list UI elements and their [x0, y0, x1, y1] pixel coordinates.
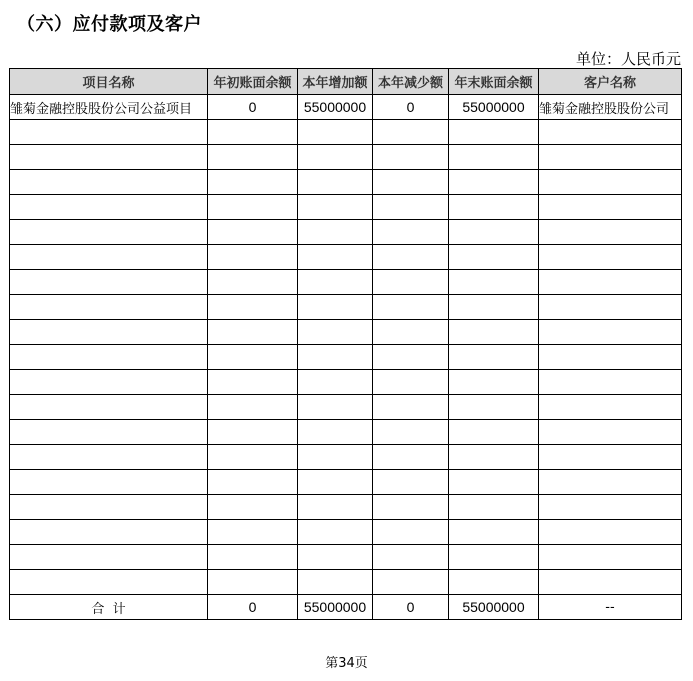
customer-name-cell — [539, 245, 682, 270]
opening-balance-cell — [208, 220, 298, 245]
customer-name-cell — [539, 270, 682, 295]
decrease-cell — [373, 370, 449, 395]
opening-balance-cell — [208, 320, 298, 345]
decrease-cell — [373, 170, 449, 195]
customer-name-cell — [539, 420, 682, 445]
opening-balance-cell — [208, 170, 298, 195]
payables-table — [9, 68, 682, 620]
closing-balance-cell — [449, 370, 539, 395]
closing-balance-cell — [449, 345, 539, 370]
opening-balance-cell — [208, 445, 298, 470]
table-row — [10, 570, 682, 595]
table-row — [10, 295, 682, 320]
decrease-cell — [373, 395, 449, 420]
customer-name-cell — [539, 445, 682, 470]
customer-name-cell — [539, 145, 682, 170]
opening-balance-cell — [208, 370, 298, 395]
opening-balance-cell — [208, 420, 298, 445]
opening-balance-cell — [208, 570, 298, 595]
table-row — [10, 95, 682, 120]
closing-balance-cell — [449, 395, 539, 420]
decrease-cell — [373, 420, 449, 445]
opening-balance-cell — [208, 120, 298, 145]
opening-balance-cell — [208, 295, 298, 320]
total-customer-name: -- — [539, 595, 682, 620]
item-name-cell — [10, 370, 208, 395]
table-row — [10, 270, 682, 295]
header-closing-balance: 年末账面余额 — [449, 69, 539, 95]
table-row — [10, 320, 682, 345]
decrease-cell — [373, 470, 449, 495]
increase-cell — [298, 445, 373, 470]
item-name-cell — [10, 245, 208, 270]
page-number: 第34页 — [325, 656, 368, 671]
item-name-cell — [10, 445, 208, 470]
closing-balance-cell — [449, 170, 539, 195]
table-row — [10, 170, 682, 195]
decrease-cell — [373, 445, 449, 470]
item-name-cell — [10, 520, 208, 545]
increase-cell — [298, 420, 373, 445]
customer-name-cell — [539, 170, 682, 195]
item-name-cell — [10, 470, 208, 495]
increase-cell — [298, 520, 373, 545]
opening-balance-cell — [208, 395, 298, 420]
item-name-cell — [10, 570, 208, 595]
decrease-cell — [373, 545, 449, 570]
closing-balance-cell — [449, 570, 539, 595]
customer-name-cell — [539, 520, 682, 545]
total-row — [10, 595, 682, 620]
item-name-cell — [10, 295, 208, 320]
decrease-cell — [373, 270, 449, 295]
closing-balance-cell — [449, 320, 539, 345]
closing-balance-cell — [449, 545, 539, 570]
decrease-cell — [373, 570, 449, 595]
decrease-cell — [373, 145, 449, 170]
decrease-cell — [373, 220, 449, 245]
closing-balance-cell — [449, 295, 539, 320]
decrease-cell: 0 — [373, 95, 449, 120]
closing-balance-cell — [449, 495, 539, 520]
opening-balance-cell — [208, 270, 298, 295]
increase-cell — [298, 545, 373, 570]
decrease-cell — [373, 295, 449, 320]
table-row — [10, 470, 682, 495]
customer-name-cell — [539, 370, 682, 395]
table-row — [10, 145, 682, 170]
customer-name-cell — [539, 395, 682, 420]
customer-name-cell — [539, 220, 682, 245]
closing-balance-cell — [449, 445, 539, 470]
closing-balance-cell — [449, 245, 539, 270]
increase-cell — [298, 370, 373, 395]
increase-cell: 55000000 — [298, 95, 373, 120]
decrease-cell — [373, 320, 449, 345]
table-row — [10, 195, 682, 220]
customer-name-cell — [539, 295, 682, 320]
decrease-cell — [373, 245, 449, 270]
decrease-cell — [373, 520, 449, 545]
decrease-cell — [373, 195, 449, 220]
table-row — [10, 395, 682, 420]
table-row — [10, 495, 682, 520]
table-row — [10, 120, 682, 145]
opening-balance-cell — [208, 345, 298, 370]
total-opening-balance: 0 — [208, 595, 298, 620]
table-row — [10, 520, 682, 545]
increase-cell — [298, 470, 373, 495]
customer-name-cell — [539, 470, 682, 495]
closing-balance-cell — [449, 520, 539, 545]
item-name-cell — [10, 145, 208, 170]
decrease-cell — [373, 495, 449, 520]
increase-cell — [298, 170, 373, 195]
header-item-name: 项目名称 — [10, 69, 208, 95]
increase-cell — [298, 345, 373, 370]
customer-name-cell — [539, 570, 682, 595]
increase-cell — [298, 395, 373, 420]
increase-cell — [298, 270, 373, 295]
increase-cell — [298, 295, 373, 320]
increase-cell — [298, 570, 373, 595]
closing-balance-cell — [449, 470, 539, 495]
increase-cell — [298, 145, 373, 170]
table-body — [10, 95, 682, 620]
customer-name-cell — [539, 120, 682, 145]
header-increase: 本年增加额 — [298, 69, 373, 95]
item-name-cell: 雏菊金融控股股份公司公益项目 — [10, 95, 208, 120]
table-row — [10, 220, 682, 245]
item-name-cell — [10, 270, 208, 295]
item-name-cell — [10, 545, 208, 570]
table-row — [10, 370, 682, 395]
table-row — [10, 445, 682, 470]
decrease-cell — [373, 120, 449, 145]
opening-balance-cell — [208, 520, 298, 545]
total-increase: 55000000 — [298, 595, 373, 620]
increase-cell — [298, 495, 373, 520]
closing-balance-cell — [449, 195, 539, 220]
closing-balance-cell — [449, 120, 539, 145]
increase-cell — [298, 195, 373, 220]
item-name-cell — [10, 395, 208, 420]
customer-name-cell — [539, 195, 682, 220]
total-decrease: 0 — [373, 595, 449, 620]
section-title: （六）应付款项及客户 — [17, 14, 202, 35]
customer-name-cell — [539, 320, 682, 345]
closing-balance-cell — [449, 420, 539, 445]
opening-balance-cell — [208, 195, 298, 220]
item-name-cell — [10, 495, 208, 520]
customer-name-cell: 雏菊金融控股股份公司 — [539, 95, 682, 120]
item-name-cell — [10, 170, 208, 195]
customer-name-cell — [539, 545, 682, 570]
header-decrease: 本年减少额 — [373, 69, 449, 95]
item-name-cell — [10, 345, 208, 370]
unit-label: 单位：人民币元 — [575, 50, 681, 68]
closing-balance-cell — [449, 220, 539, 245]
customer-name-cell — [539, 345, 682, 370]
item-name-cell — [10, 195, 208, 220]
table-row — [10, 545, 682, 570]
opening-balance-cell — [208, 145, 298, 170]
closing-balance-cell: 55000000 — [449, 95, 539, 120]
increase-cell — [298, 320, 373, 345]
closing-balance-cell — [449, 270, 539, 295]
increase-cell — [298, 220, 373, 245]
header-customer-name: 客户名称 — [539, 69, 682, 95]
customer-name-cell — [539, 495, 682, 520]
item-name-cell — [10, 220, 208, 245]
table-row — [10, 245, 682, 270]
table-row — [10, 420, 682, 445]
table-row — [10, 345, 682, 370]
total-closing-balance: 55000000 — [449, 595, 539, 620]
closing-balance-cell — [449, 145, 539, 170]
increase-cell — [298, 245, 373, 270]
opening-balance-cell: 0 — [208, 95, 298, 120]
opening-balance-cell — [208, 545, 298, 570]
opening-balance-cell — [208, 470, 298, 495]
opening-balance-cell — [208, 495, 298, 520]
opening-balance-cell — [208, 245, 298, 270]
item-name-cell — [10, 420, 208, 445]
header-opening-balance: 年初账面余额 — [208, 69, 298, 95]
item-name-cell — [10, 320, 208, 345]
total-label: 合 计 — [10, 595, 208, 620]
decrease-cell — [373, 345, 449, 370]
item-name-cell — [10, 120, 208, 145]
increase-cell — [298, 120, 373, 145]
table-header-row — [10, 69, 682, 95]
